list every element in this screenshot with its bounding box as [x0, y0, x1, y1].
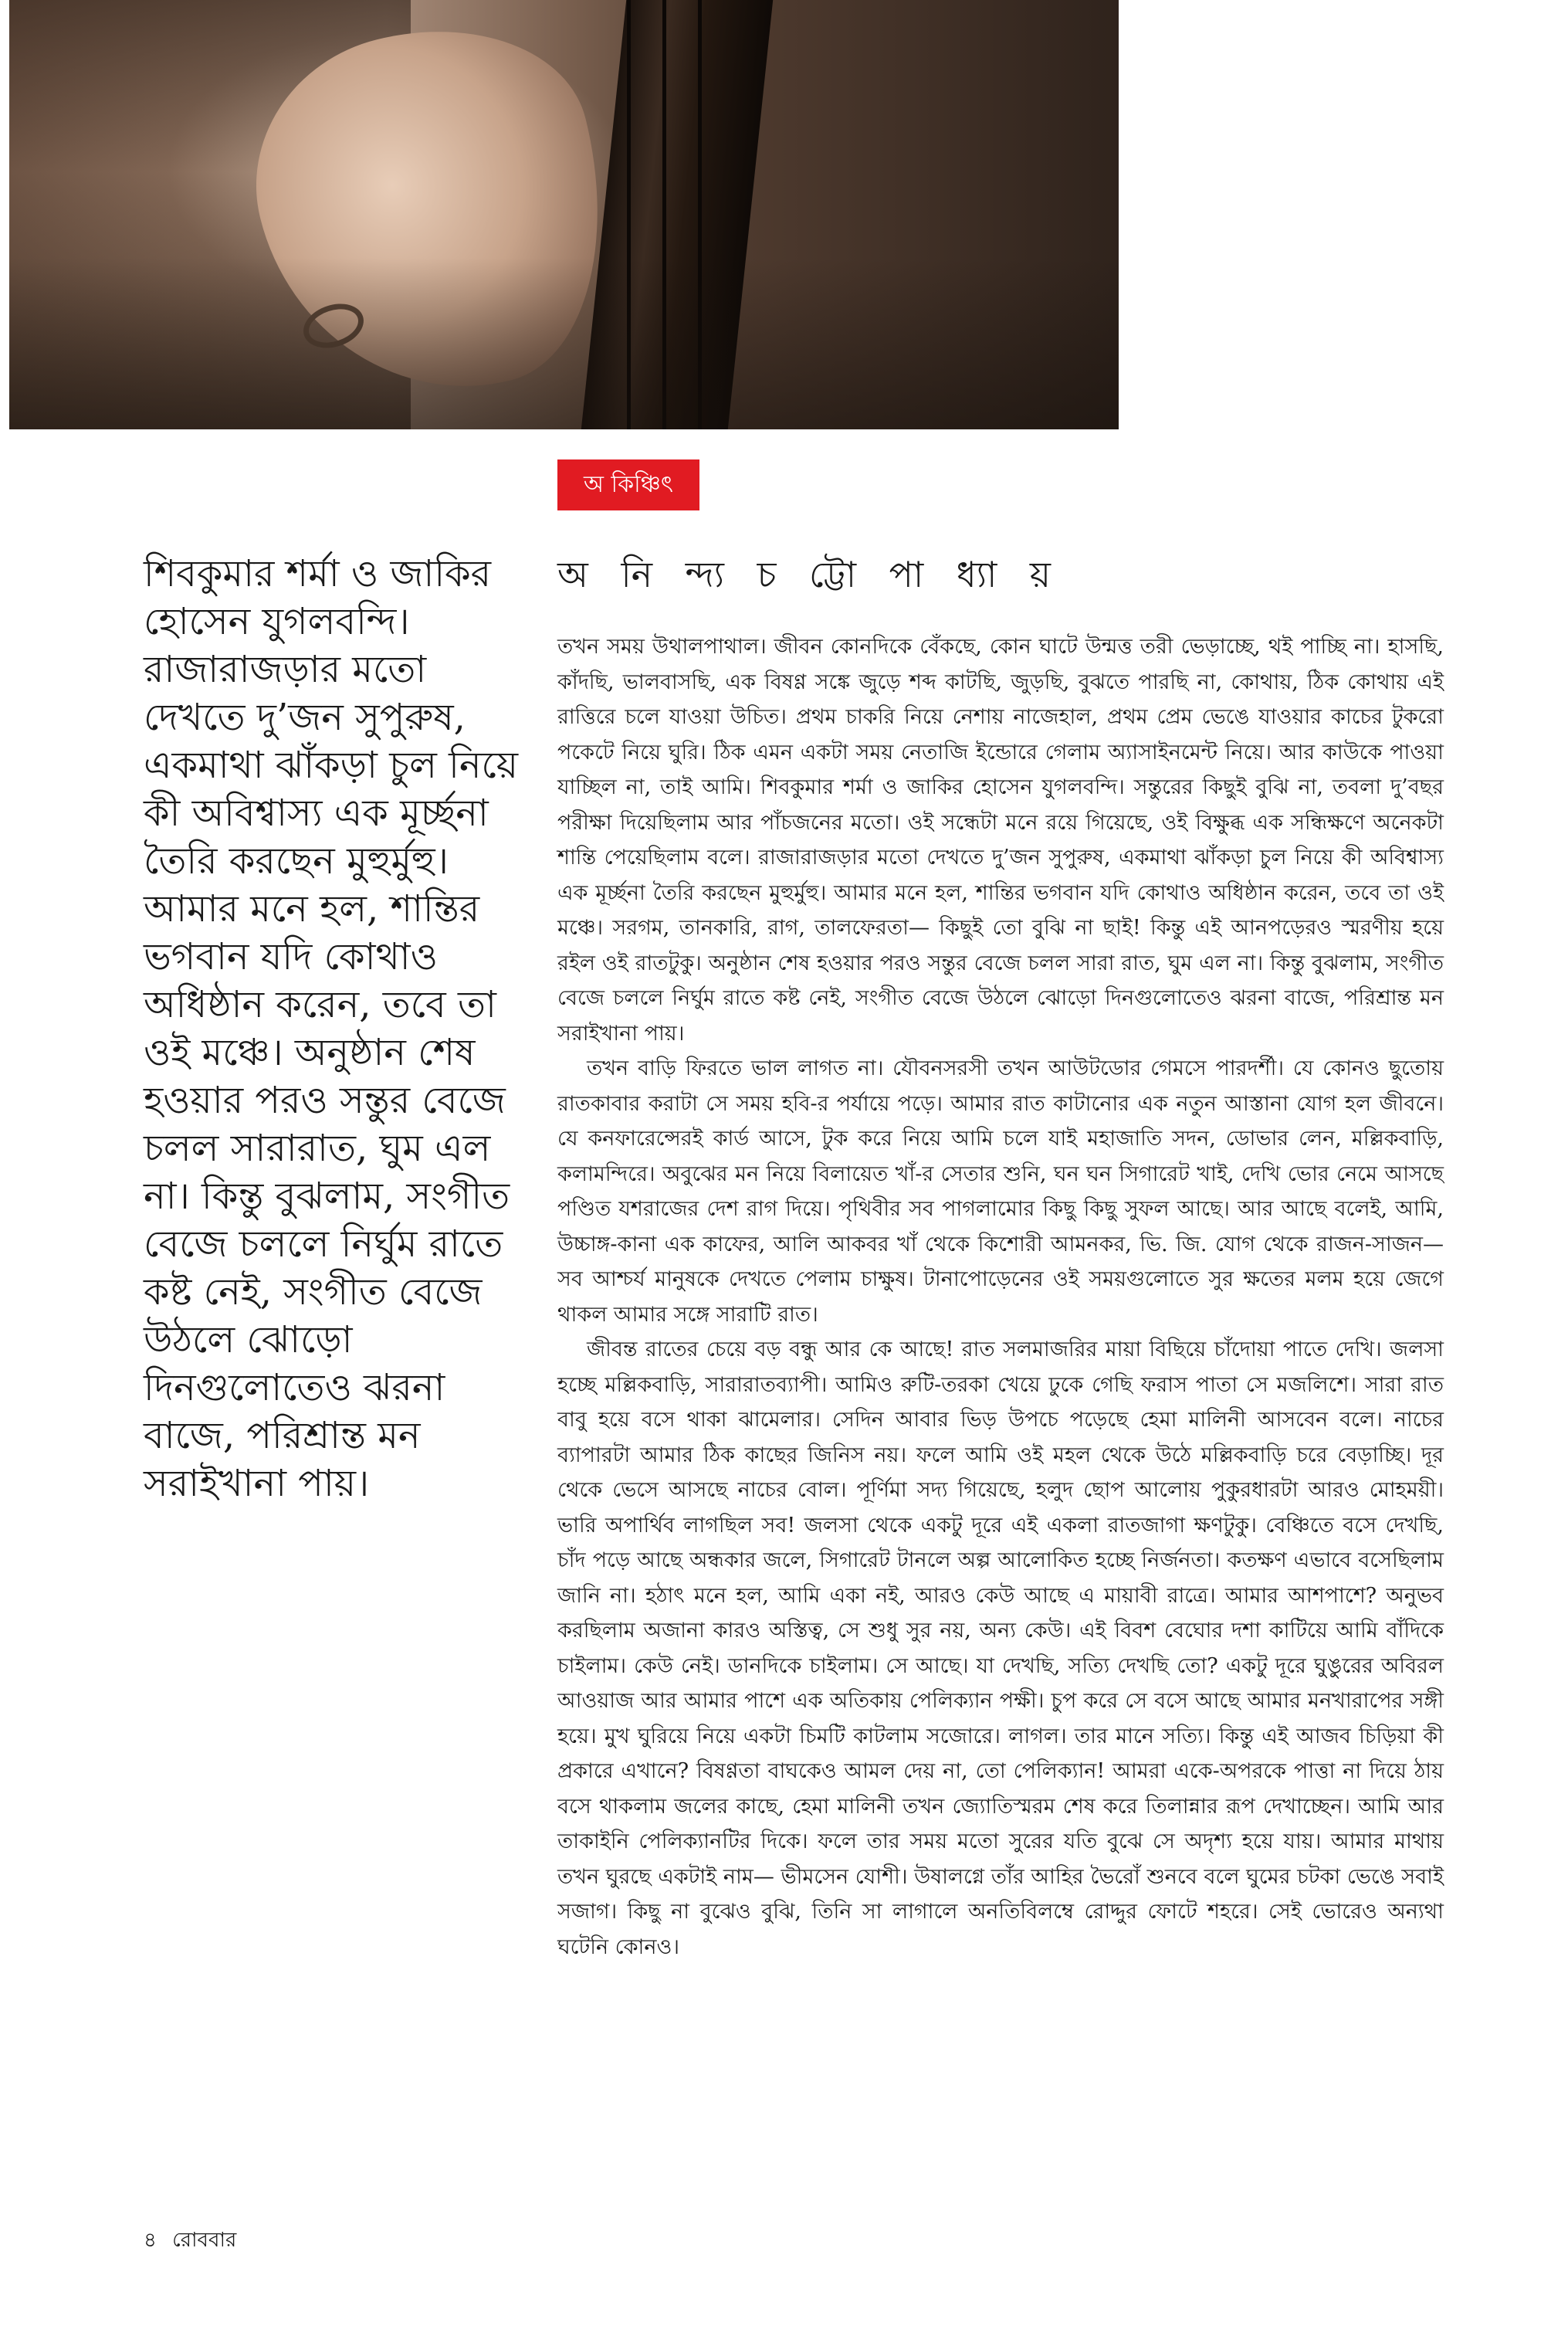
- musician-hand-photo: [9, 0, 1119, 429]
- article-paragraph: জীবন্ত রাতের চেয়ে বড় বন্ধু আর কে আছে! রাত সলমাজরির মায়া বিছিয়ে চাঁদোয়া পাতে দেখি। জলসা হচ্ছে মল্লিকবাড়ি, সারারাতব্যাপী। আমিও রুটি-তরকা খেয়ে ঢুকে গেছি ফরাস পাতা সে মজলিশে। সারা রাত বাবু হয়ে বসে থাকা ঝামেলার। সেদিন আবার ভিড় উপচে পড়েছে হেমা মালিনী আসবেন বলে। নাচের ব্যাপারটা আমার ঠিক কাছের জিনিস নয়। ফলে আমি ওই মহল থেকে উঠে মল্লিকবাড়ি চরে বেড়াচ্ছি। দূর থেকে ভেসে আসছে নাচের বোল। পূর্ণিমা সদ্য গিয়েছে, হলুদ ছোপ আলোয় পুকুরধারটা আরও মোহময়ী। ভারি অপার্থিব লাগছিল সব! জলসা থেকে একটু দূরে এই একলা রাতজাগা ক্ষণটুকু। বেঞ্চিতে বসে দেখছি, চাঁদ পড়ে আছে অন্ধকার জলে, সিগারেট টানলে অল্প আলোকিত হচ্ছে নির্জনতা। কতক্ষণ এভাবে বসেছিলাম জানি না। হঠাৎ মনে হল, আমি একা নই, আরও কেউ আছে এ মায়াবী রাত্রে। আমার আশপাশে? অনুভব করছিলাম অজানা কারও অস্তিত্ব, সে শুধু সুর নয়, অন্য কেউ। এই বিবশ বেঘোর দশা কাটিয়ে আমি বাঁদিকে চাইলাম। কেউ নেই। ডানদিকে চাইলাম। সে আছে। যা দেখছি, সত্যি দেখছি তো? একটু দূরে ঘুঙুরের অবিরল আওয়াজ আর আমার পাশে এক অতিকায় পেলিক্যান পক্ষী। চুপ করে সে বসে আছে আমার মনখারাপের সঙ্গী হয়ে। মুখ ঘুরিয়ে নিয়ে একটা চিমটি কাটলাম সজোরে। লাগল। তার মানে সত্যি। কিন্তু এই আজব চিড়িয়া কী প্রকারে এখানে? বিষণ্ণতা বাঘকেও আমল দেয় না, তো পেলিক্যান! আমরা একে-অপরকে পাত্তা না দিয়ে ঠায় বসে থাকলাম জলের কাছে, হেমা মালিনী তখন জ্যোতিস্মরম শেষ করে তিলান্নার রূপ দেখাচ্ছেন। আমি আর তাকাইনি পেলিক্যানটির দিকে। ফলে তার সময় মতো সুরের যতি বুঝে সে অদৃশ্য হয়ে যায়। আমার মাথায় তখন ঘুরছে একটাই নাম— ভীমসেন যোশী। উষালগ্নে তাঁর আহির ভৈরোঁ শুনবে বলে ঘুমের চটকা ভেঙে সবাই সজাগ। কিছু না বুঝেও বুঝি, তিনি সা লাগালে অনতিবিলম্বে রোদ্দুর ফোটে শহরে। সেই ভোরেও অন্যথা ঘটেনি কোনও।: [557, 1338, 1444, 1959]
- author-byline: অ নি ন্দ্য চ ট্টো পা ধ্যা য়: [557, 554, 1062, 595]
- section-tag: অ কিঞ্চিৎ: [557, 459, 699, 510]
- page-footer: [144, 2224, 236, 2258]
- article-paragraph: তখন সময় উথালপাথাল। জীবন কোনদিকে বেঁকছে, কোন ঘাটে উন্মত্ত তরী ভেড়াচ্ছে, থই পাচ্ছি না। হাসছি, কাঁদছি, ভালবাসছি, এক বিষণ্ণ সঙ্কে জুড়ে শব্দ কাটছি, জুড়ছি, বুঝতে পারছি না, কোথায়, ঠিক কোথায় এই রাত্তিরে চলে যাওয়া উচিত। প্রথম চাকরি নিয়ে নেশায় নাজেহাল, প্রথম প্রেম ভেঙে যাওয়ার কাচের টুকরো পকেটে নিয়ে ঘুরি। ঠিক এমন একটা সময় নেতাজি ইন্ডোরে গেলাম অ্যাসাইনমেন্ট নিয়ে। আর কাউকে পাওয়া যাচ্ছিল না, তাই আমি। শিবকুমার শর্মা ও জাকির হোসেন যুগলবন্দি। সন্তুরের কিছুই বুঝি না, তবলা দু’বছর পরীক্ষা দিয়েছিলাম আর পাঁচজনের মতো। ওই সন্ধেটা মনে রয়ে গিয়েছে, ওই বিক্ষুব্ধ এক সন্ধিক্ষণে অনেকটা শান্তি পেয়েছিলাম বলে। রাজারাজড়ার মতো দেখতে দু’জন সুপুরুষ, একমাথা ঝাঁকড়া চুল নিয়ে কী অবিশ্বাস্য এক মূর্চ্ছনা তৈরি করছেন মুহুর্মুহু। আমার মনে হল, শান্তির ভগবান যদি কোথাও অধিষ্ঠান করেন, তবে তা ওই মঞ্চে। সরগম, তানকারি, রাগ, তালফেরতা— কিছুই তো বুঝি না ছাই! কিন্তু এই আনপড়েরও স্মরণীয় হয়ে রইল ওই রাতটুকু। অনুষ্ঠান শেষ হওয়ার পরও সন্তুর বেজে চলল সারা রাত, ঘুম এল না। কিন্তু বুঝলাম, সংগীত বেজে চললে নির্ঘুম রাতে কষ্ট নেই, সংগীত বেজে উঠলে ঝোড়ো দিনগুলোতেও ঝরনা বাজে, পরিশ্রান্ত মন সরাইখানা পায়।: [557, 635, 1444, 1046]
- article-body: [557, 629, 1444, 1965]
- pull-quote: শিবকুমার শর্মা ও জাকির হোসেন যুগলবন্দি। রাজারাজড়ার মতো দেখতে দু’জন সুপুরুষ, একমাথা ঝাঁকড়া চুল নিয়ে কী অবিশ্বাস্য এক মূর্চ্ছনা তৈরি করছেন মুহুর্মুহু। আমার মনে হল, শান্তির ভগবান যদি কোথাও অধিষ্ঠান করেন, তবে তা ওই মঞ্চে। অনুষ্ঠান শেষ হওয়ার পরও সন্তুর বেজে চলল সারারাত, ঘুম এল না। কিন্তু বুঝলাম, সংগীত বেজে চললে নির্ঘুম রাতে কষ্ট নেই, সংগীত বেজে উঠলে ঝোড়ো দিনগুলোতেও ঝরনা বাজে, পরিশ্রান্ত মন সরাইখানা পায়।: [144, 552, 519, 1505]
- page-number: ৪: [144, 2229, 157, 2252]
- article-paragraph: তখন বাড়ি ফিরতে ভাল লাগত না। যৌবনসরসী তখন আউটডোর গেমসে পারদর্শী। যে কোনও ছুতোয় রাতকাবার করাটা সে সময় হবি-র পর্যায়ে পড়ে। আমার রাত কাটানোর এক নতুন আস্তানা যোগ হল জীবনে। যে কনফারেন্সেরই কার্ড আসে, টুক করে নিয়ে আমি চলে যাই মহাজাতি সদন, ডোভার লেন, মল্লিকবাড়ি, কলামন্দিরে। অবুঝের মন নিয়ে বিলায়েত খাঁ-র সেতার শুনি, ঘন ঘন সিগারেট খাই, দেখি ভোর নেমে আসছে পণ্ডিত যশরাজের দেশ রাগ দিয়ে। পৃথিবীর সব পাগলামোর কিছু কিছু সুফল আছে। আর আছে বলেই, আমি, উচ্চাঙ্গ-কানা এক কাফের, আলি আকবর খাঁ থেকে কিশোরী আমনকর, ভি. জি. যোগ থেকে রাজন-সাজন— সব আশ্চর্য মানুষকে দেখতে পেলাম চাক্ষুষ। টানাপোড়েনের ওই সময়গুলোতে সুর ক্ষতের মলম হয়ে জেগে থাকল আমার সঙ্গে সারাটি রাত।: [557, 1056, 1444, 1327]
- publication-name: রোববার: [172, 2229, 237, 2252]
